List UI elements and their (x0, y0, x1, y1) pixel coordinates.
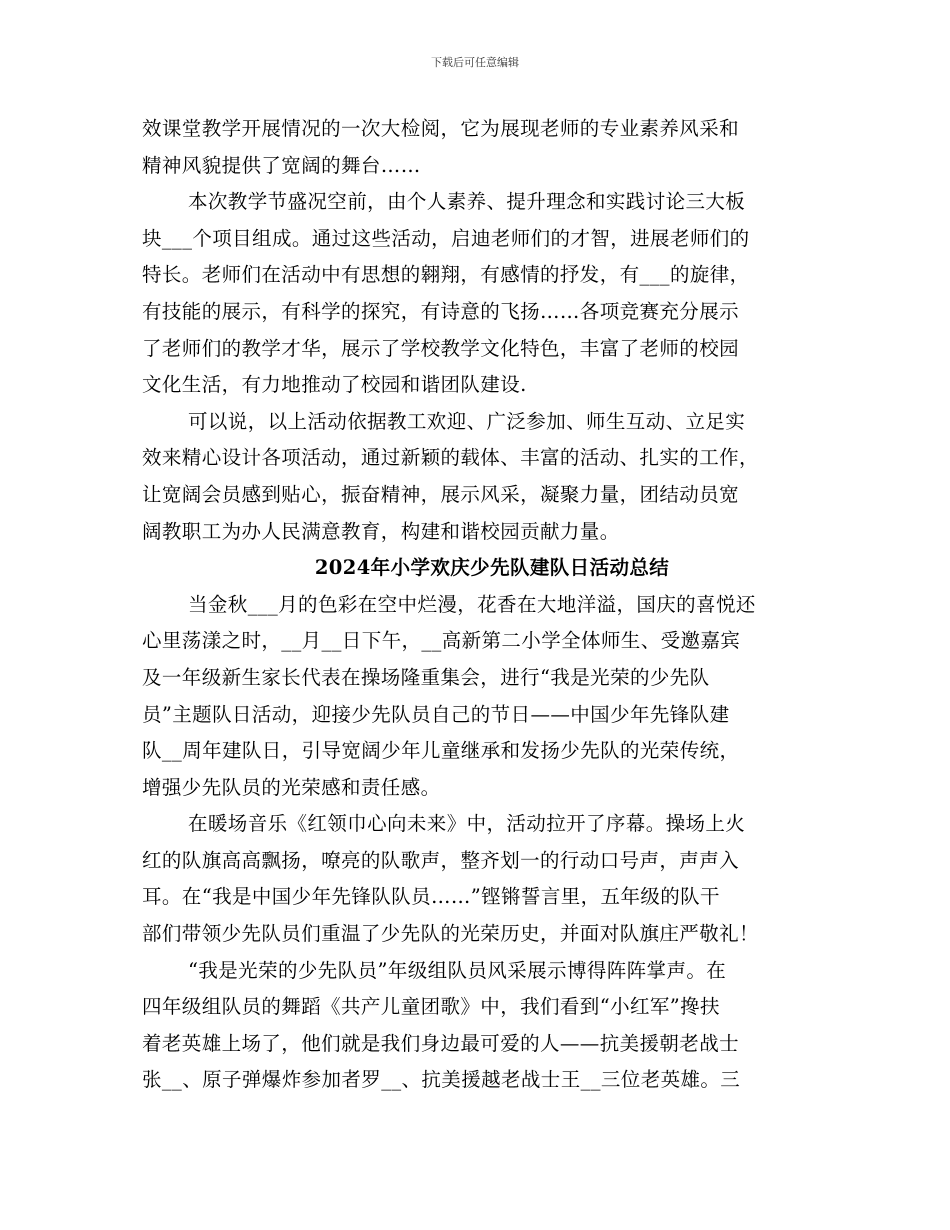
section-title: 2024年小学欢庆少先队建队日活动总结 (314, 556, 670, 580)
text-line: 队__周年建队日，引导宽阔少年儿童继承和发扬少先队的光荣传统， (142, 739, 740, 763)
text-line: 让宽阔会员感到贴心，振奋精神，展示风采，凝聚力量，团结动员宽 (142, 482, 740, 506)
text-line: 增强少先队员的光荣感和责任感。 (142, 775, 441, 799)
text-line: 块___个项目组成。通过这些活动，启迪老师们的才智，进展老师们的 (142, 226, 750, 250)
text-line: 在暖场音乐《红领巾心向未来》中，活动拉开了序幕。操场上火 (188, 812, 746, 836)
text-line: 着老英雄上场了，他们就是我们身边最可爱的人——抗美援朝老战士 (142, 1031, 740, 1055)
text-line: 红的队旗高高飘扬，嘹亮的队歌声，整齐划一的行动口号声，声声入 (142, 848, 740, 872)
text-line: 了老师们的教学才华，展示了学校教学文化特色，丰富了老师的校园 (142, 336, 740, 360)
text-line: 员”主题队日活动，迎接少先队员自己的节日——中国少年先锋队建 (142, 702, 730, 726)
text-line: 效课堂教学开展情况的一次大检阅，它为展现老师的专业素养风采和 (142, 117, 740, 140)
page-header: 下载后可任意编辑 (431, 56, 519, 69)
text-line: 耳。在“我是中国少年先锋队队员……”铿锵誓言里，五年级的队干 (142, 885, 720, 909)
text-line: 本次教学节盛况空前，由个人素养、提升理念和实践讨论三大板 (188, 190, 746, 214)
text-line: 效来精心设计各项活动，通过新颖的载体、丰富的活动、扎实的工作， (142, 446, 759, 470)
text-line: 有技能的展示，有科学的探究，有诗意的飞扬……各项竞赛充分展示 (142, 299, 740, 323)
text-line: 四年级组队员的舞蹈《共产儿童团歌》中，我们看到“小红军”搀扶 (142, 995, 720, 1019)
text-line: 当金秋___月的色彩在空中烂漫，花香在大地洋溢，国庆的喜悦还 (188, 592, 756, 616)
document-body (142, 111, 822, 1099)
text-line: 心里荡漾之时，__月__日下午，__高新第二小学全体师生、受邀嘉宾 (142, 629, 741, 653)
text-line: “我是光荣的少先队员”年级组队员风采展示博得阵阵掌声。在 (188, 958, 727, 982)
text-line: 精神风貌提供了宽阔的舞台…… (142, 153, 421, 177)
text-line: 部们带领少先队员们重温了少先队的光荣历史，并面对队旗庄严敬礼！ (142, 922, 759, 946)
text-line: 及一年级新生家长代表在操场隆重集会，进行“我是光荣的少先队 (142, 665, 710, 689)
text-line: 特长。老师们在活动中有思想的翱翔，有感情的抒发，有___的旋律， (142, 263, 750, 287)
text-line: 文化生活，有力地推动了校园和谐团队建设. (142, 373, 527, 397)
text-line: 阔教职工为办人民满意教育，构建和谐校园贡献力量。 (142, 519, 620, 543)
text-line: 可以说，以上活动依据教工欢迎、广泛参加、师生互动、立足实 (188, 409, 746, 433)
text-line: 张__、原子弹爆炸参加者罗__、抗美援越老战士王__三位老英雄。三 (142, 1068, 741, 1092)
